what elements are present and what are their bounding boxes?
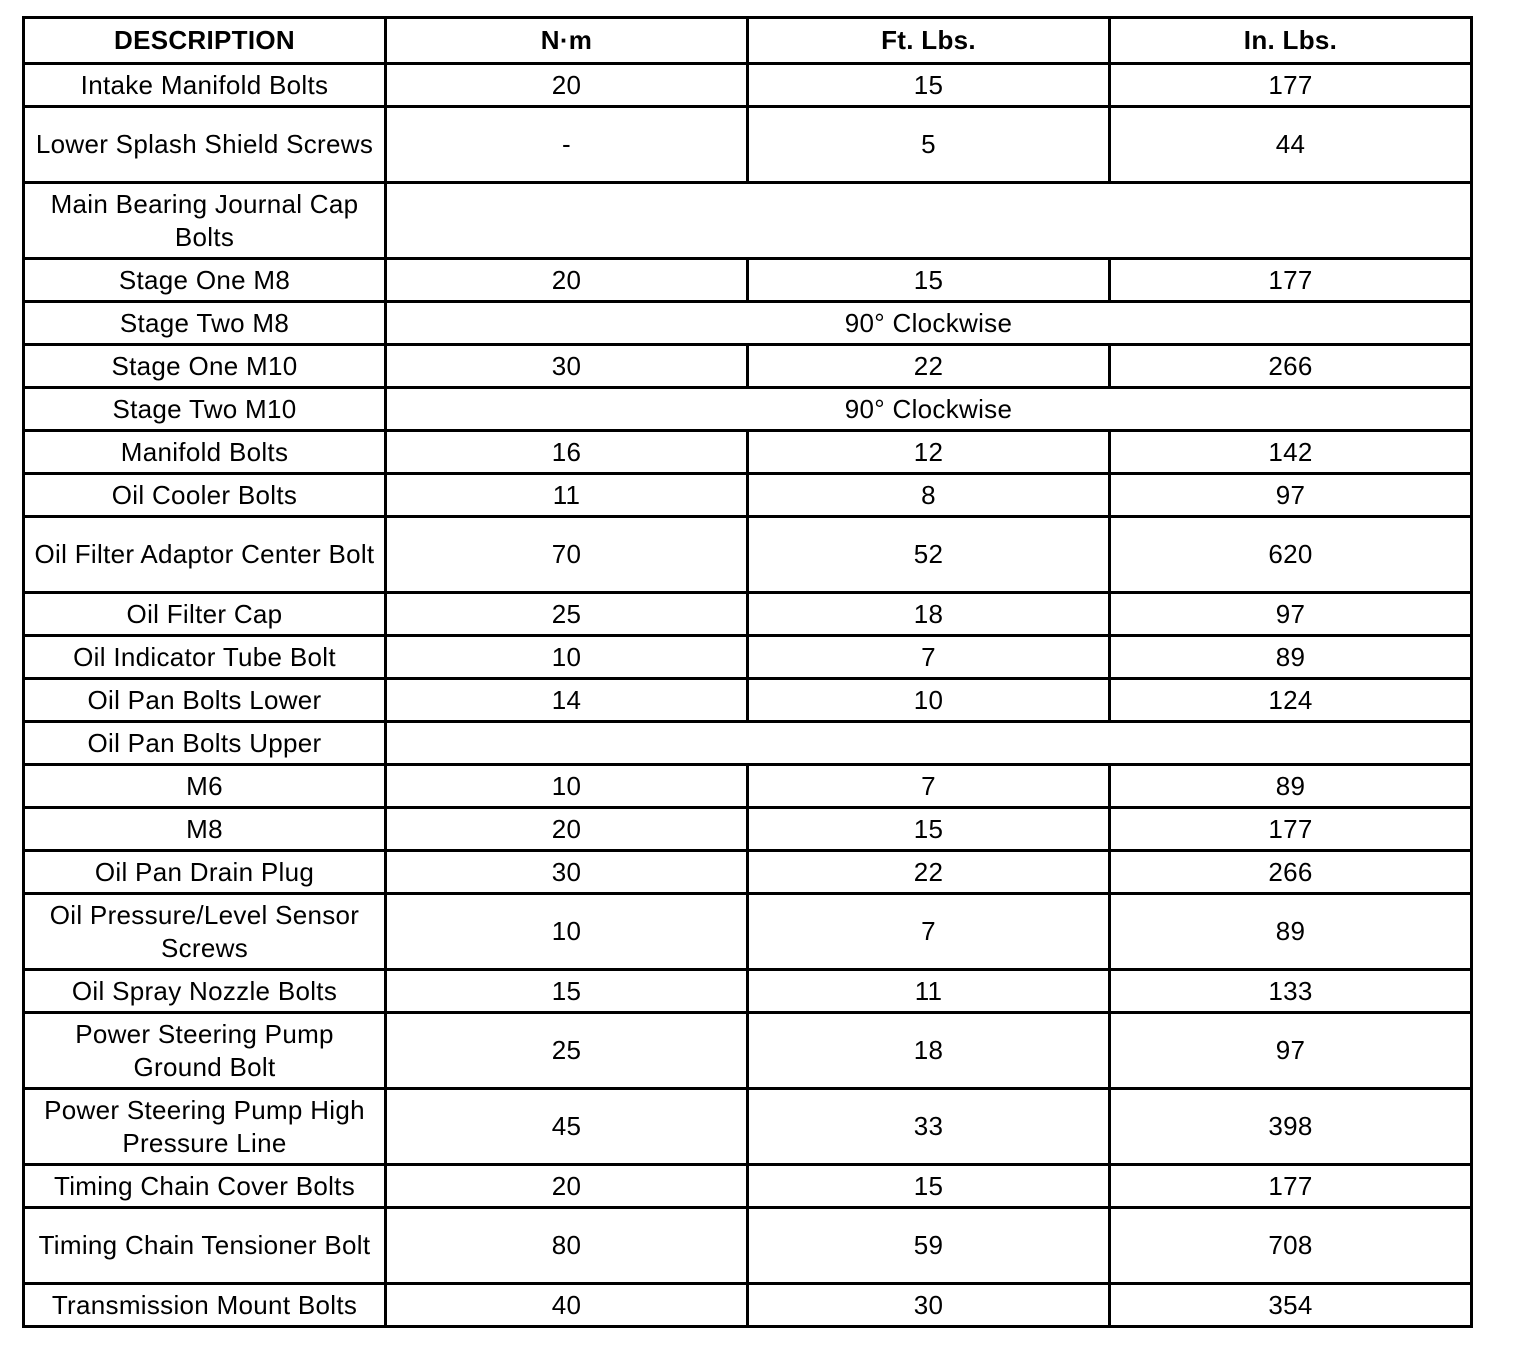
header-newton-meters: N·m [386, 18, 748, 64]
in-lbs-cell: 266 [1110, 345, 1472, 388]
in-lbs-cell: 97 [1110, 593, 1472, 636]
description-cell: Oil Filter Cap [24, 593, 386, 636]
merged-value-cell [386, 183, 1472, 259]
nm-cell: 10 [386, 636, 748, 679]
ft-lbs-cell: 5 [748, 107, 1110, 183]
table-row [24, 679, 1472, 722]
ft-lbs-cell: 52 [748, 517, 1110, 593]
table-row [24, 765, 1472, 808]
nm-cell: 20 [386, 259, 748, 302]
table-row [24, 894, 1472, 970]
description-cell: Main Bearing Journal Cap Bolts [24, 183, 386, 259]
ft-lbs-cell: 22 [748, 851, 1110, 894]
table-row [24, 1013, 1472, 1089]
description-cell: Power Steering Pump High Pressure Line [24, 1089, 386, 1165]
table-row [24, 345, 1472, 388]
description-cell: Power Steering Pump Ground Bolt [24, 1013, 386, 1089]
nm-cell: 20 [386, 808, 748, 851]
nm-cell: 25 [386, 1013, 748, 1089]
in-lbs-cell: 177 [1110, 259, 1472, 302]
ft-lbs-cell: 10 [748, 679, 1110, 722]
table-row [24, 808, 1472, 851]
merged-value-cell: 90° Clockwise [386, 388, 1472, 431]
nm-cell: 25 [386, 593, 748, 636]
description-cell: Oil Spray Nozzle Bolts [24, 970, 386, 1013]
description-cell: Oil Pan Bolts Upper [24, 722, 386, 765]
description-cell: Stage Two M10 [24, 388, 386, 431]
description-cell: Oil Filter Adaptor Center Bolt [24, 517, 386, 593]
description-cell: Intake Manifold Bolts [24, 64, 386, 107]
description-cell: Timing Chain Cover Bolts [24, 1165, 386, 1208]
description-cell: Oil Pressure/Level Sensor Screws [24, 894, 386, 970]
description-cell: Oil Pan Bolts Lower [24, 679, 386, 722]
nm-cell: 10 [386, 765, 748, 808]
table-row [24, 1089, 1472, 1165]
nm-cell: 20 [386, 1165, 748, 1208]
merged-value-cell [386, 722, 1472, 765]
ft-lbs-cell: 7 [748, 765, 1110, 808]
nm-cell: 45 [386, 1089, 748, 1165]
in-lbs-cell: 620 [1110, 517, 1472, 593]
table-row [24, 388, 1472, 431]
description-cell: Stage One M8 [24, 259, 386, 302]
table-row [24, 970, 1472, 1013]
in-lbs-cell: 97 [1110, 1013, 1472, 1089]
header-description: DESCRIPTION [24, 18, 386, 64]
description-cell: Oil Pan Drain Plug [24, 851, 386, 894]
merged-value-cell: 90° Clockwise [386, 302, 1472, 345]
ft-lbs-cell: 15 [748, 259, 1110, 302]
table-row [24, 64, 1472, 107]
nm-cell: 40 [386, 1284, 748, 1327]
ft-lbs-cell: 18 [748, 1013, 1110, 1089]
table-row [24, 107, 1472, 183]
in-lbs-cell: 44 [1110, 107, 1472, 183]
table-row [24, 1284, 1472, 1327]
header-foot-pounds: Ft. Lbs. [748, 18, 1110, 64]
ft-lbs-cell: 11 [748, 970, 1110, 1013]
in-lbs-cell: 398 [1110, 1089, 1472, 1165]
nm-cell: 80 [386, 1208, 748, 1284]
ft-lbs-cell: 15 [748, 64, 1110, 107]
description-cell: M8 [24, 808, 386, 851]
in-lbs-cell: 89 [1110, 765, 1472, 808]
in-lbs-cell: 89 [1110, 894, 1472, 970]
table-row [24, 851, 1472, 894]
description-cell: Lower Splash Shield Screws [24, 107, 386, 183]
nm-cell: - [386, 107, 748, 183]
ft-lbs-cell: 15 [748, 1165, 1110, 1208]
description-cell: Oil Indicator Tube Bolt [24, 636, 386, 679]
in-lbs-cell: 142 [1110, 431, 1472, 474]
ft-lbs-cell: 8 [748, 474, 1110, 517]
description-cell: M6 [24, 765, 386, 808]
table-row [24, 302, 1472, 345]
ft-lbs-cell: 7 [748, 894, 1110, 970]
description-cell: Timing Chain Tensioner Bolt [24, 1208, 386, 1284]
in-lbs-cell: 133 [1110, 970, 1472, 1013]
header-inch-pounds: In. Lbs. [1110, 18, 1472, 64]
ft-lbs-cell: 15 [748, 808, 1110, 851]
table-row [24, 1208, 1472, 1284]
nm-cell: 30 [386, 345, 748, 388]
table-row [24, 593, 1472, 636]
ft-lbs-cell: 59 [748, 1208, 1110, 1284]
description-cell: Stage One M10 [24, 345, 386, 388]
description-cell: Oil Cooler Bolts [24, 474, 386, 517]
description-cell: Transmission Mount Bolts [24, 1284, 386, 1327]
ft-lbs-cell: 30 [748, 1284, 1110, 1327]
table-row [24, 183, 1472, 259]
in-lbs-cell: 97 [1110, 474, 1472, 517]
in-lbs-cell: 89 [1110, 636, 1472, 679]
ft-lbs-cell: 18 [748, 593, 1110, 636]
table-row [24, 722, 1472, 765]
table-row [24, 517, 1472, 593]
nm-cell: 10 [386, 894, 748, 970]
description-cell: Stage Two M8 [24, 302, 386, 345]
table-row [24, 636, 1472, 679]
description-cell: Manifold Bolts [24, 431, 386, 474]
table-row [24, 1165, 1472, 1208]
nm-cell: 20 [386, 64, 748, 107]
in-lbs-cell: 354 [1110, 1284, 1472, 1327]
nm-cell: 70 [386, 517, 748, 593]
table-row [24, 259, 1472, 302]
ft-lbs-cell: 33 [748, 1089, 1110, 1165]
in-lbs-cell: 177 [1110, 1165, 1472, 1208]
in-lbs-cell: 266 [1110, 851, 1472, 894]
in-lbs-cell: 177 [1110, 808, 1472, 851]
nm-cell: 14 [386, 679, 748, 722]
table-row [24, 431, 1472, 474]
in-lbs-cell: 177 [1110, 64, 1472, 107]
ft-lbs-cell: 12 [748, 431, 1110, 474]
nm-cell: 15 [386, 970, 748, 1013]
table-row [24, 474, 1472, 517]
ft-lbs-cell: 22 [748, 345, 1110, 388]
torque-spec-table [22, 16, 1473, 1328]
nm-cell: 30 [386, 851, 748, 894]
ft-lbs-cell: 7 [748, 636, 1110, 679]
in-lbs-cell: 124 [1110, 679, 1472, 722]
header-row [24, 18, 1472, 64]
in-lbs-cell: 708 [1110, 1208, 1472, 1284]
nm-cell: 16 [386, 431, 748, 474]
nm-cell: 11 [386, 474, 748, 517]
